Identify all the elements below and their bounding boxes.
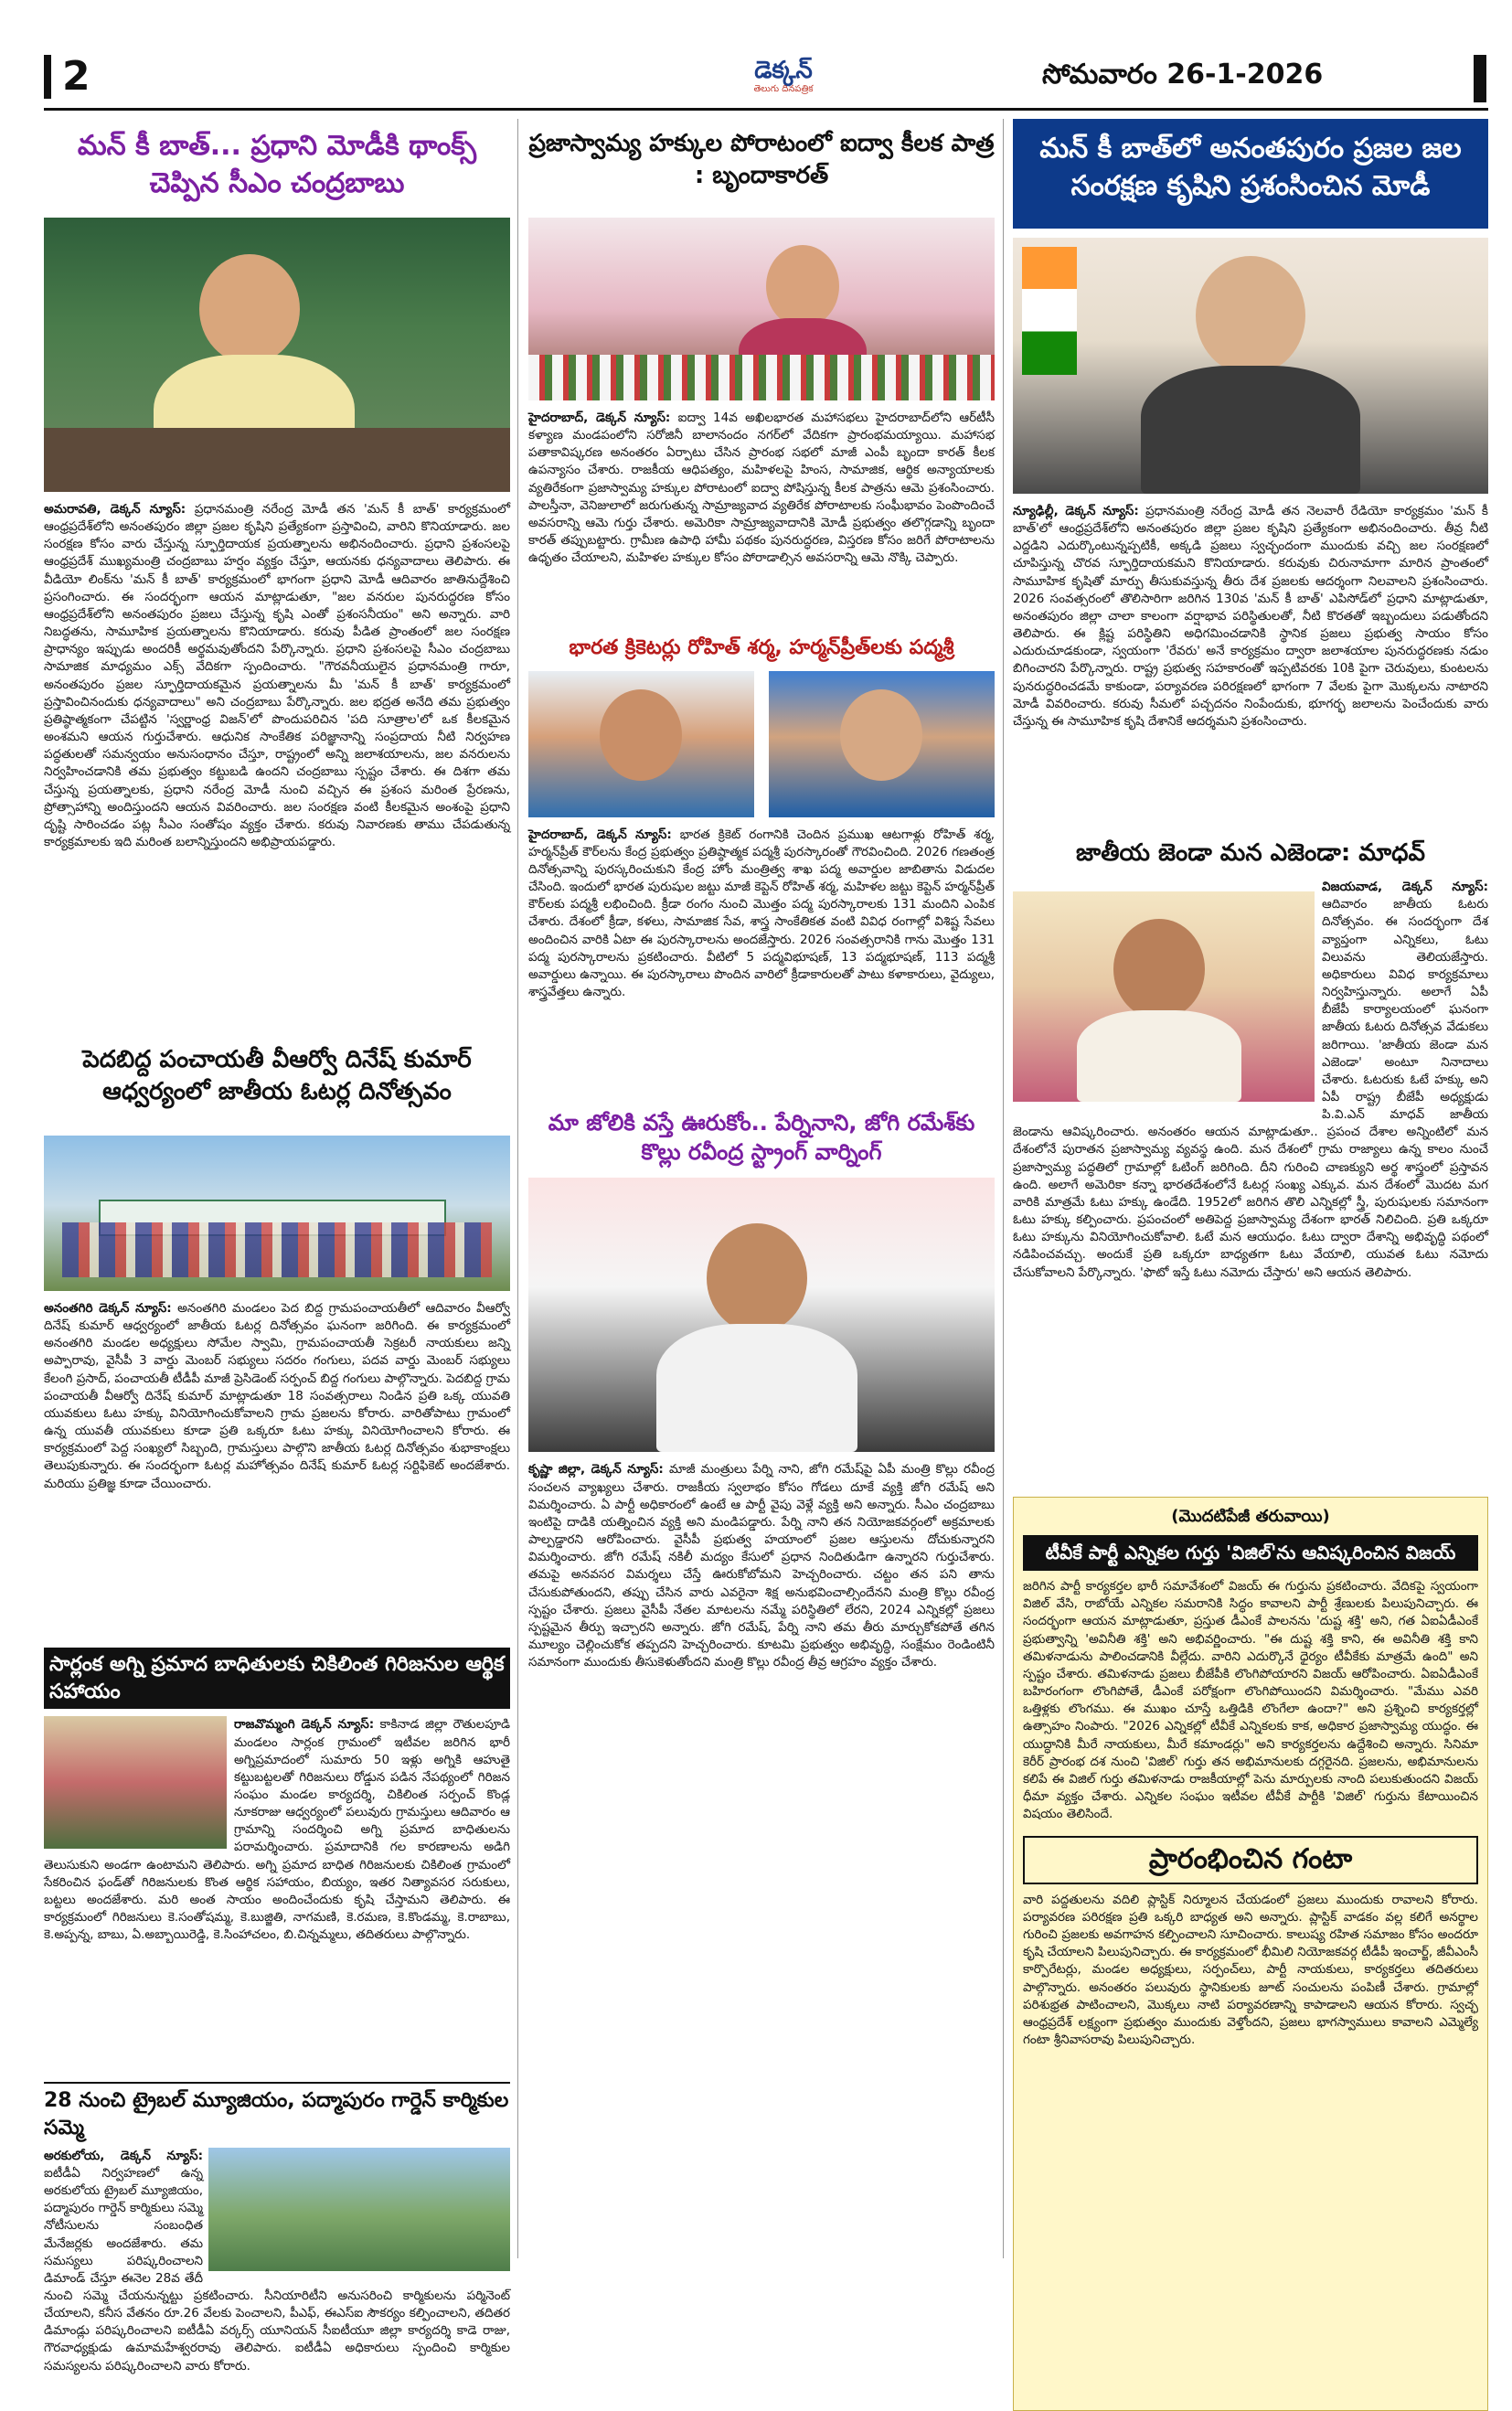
article-cbn-text: ప్రధానమంత్రి నరేంద్ర మోడీ తన 'మన్ కీ బాత్' కార్యక్రమంలో ఆంధ్రప్రదేశ్‌లోని అనంతపురం జిల్లా ప్రజల కృషిని ప్రత్యేకంగా ప్రస్తావించి, వారిని కొనియాడారు. జల సంరక్షణ కోసం వారు చేస్తున్న స్ఫూర్తిదాయక ప్రయత్నాలను అభినందించారు. ప్రధాని ప్రశంసలపై ఆంధ్రప్రదేశ్ ముఖ్యమంత్రి చంద్రబాబు హర్షం వ్యక్తం చేస్తూ, ఆయనకు ధన్యవాదాలు తెలిపారు. ఈ వీడియో లింక్‌ను 'మన్ కీ బాత్' కార్యక్రమంలో భాగంగా ప్రధాని మోడీ ఆదివారం జాతినుద్దేశించి ప్రసంగించారు. ఈ సందర్భంగా ఆయన మాట్లాడుతూ, "జల వనరుల పునరుద్ధరణ కోసం ఆంధ్రప్రదేశ్‌లోని అనంతపురం ప్రజలు చేస్తున్న కృషి ఎంతో ప్రశంసనీయం" అని అన్నారు. వారి నిబద్ధతను, సామూహిక ప్రయత్నాలను కొనియాడారు. కరువు పీడిత ప్రాంతంలో జల సంరక్షణ ప్రాధాన్యం ఇప్పుడు అందరికీ అర్థమవుతోందని పేర్కొన్నారు. ప్రధాని ప్రశంసలపై సీఎం చంద్రబాబు సామాజిక మాధ్యమం ఎక్స్ వేదికగా స్పందించారు. "గౌరవనీయులైన ప్రధానమంత్రి గారూ, అనంతపురం ప్రజల స్ఫూర్తిదాయకమైన ప్రయత్నాలను మీ 'మన్ కీ బాత్' కార్యక్రమంలో ప్రస్తావించినందుకు ధన్యవాదాలు" అని చంద్రబాబు పేర్కొన్నారు. జల భద్రత అనేది తమ ప్రభుత్వం ప్రతిష్ఠాత్మకంగా చేపట్టిన 'స్వర్ణాంధ్ర విజన్'లో పొందుపరిచిన 'పది సూత్రాల'లో ఒక కీలకమైన అంశమని ఆయన గుర్తుచేశారు. ఆధునిక సాంకేతిక పరిజ్ఞానాన్ని సంప్రదాయ నీటి నిర్వహణ పద్ధతులతో సమన్వయం అనుసంధానం చేస్తూ, రాష్ట్రంలో అన్ని జలాశయాలను, జల వనరులను నిర్వహించడానికి తమ ప్రభుత్వం కట్టుబడి ఉందని చంద్రబాబు స్పష్టం చేశారు. ఈ దిశగా తమ చేస్తున్న ప్రయత్నాలకు, ప్రధాని నరేంద్ర మోడీ నుంచి వచ్చిన ఈ ప్రశంస మరింత ప్రేరణను, ప్రోత్సాహాన్ని అందిస్తుందని ఆయన వివరించారు. జల సంరక్షణ వంటి కీలకమైన అంశంపై ప్రధాని దృష్టి సారించడం పట్ల సీఎం సంతోషం వ్యక్తం చేశారు. కరువు నివారణకు తాము చేపడుతున్న కార్యక్రమాలకు ఇది మరింత బలాన్నిస్తుందని అభిప్రాయపడ్డారు.	[44, 502, 510, 849]
article-fire-block	[44, 1716, 510, 2075]
column-middle	[528, 119, 995, 2277]
photo-people	[62, 1222, 492, 1277]
photo-rohit-sharma	[528, 671, 754, 817]
article-brinda-headline: ప్రజాస్వామ్య హక్కుల పోరాటంలో ఐద్వా కీలక పాత్ర : బృందాకారత్	[528, 130, 995, 190]
article-padma-text: భారత క్రికెట్ రంగానికి చెందిన ప్రముఖ ఆటగాళ్లు రోహిత్ శర్మ, హర్మన్‌ప్రీత్ కౌర్‌లను కేంద్ర ప్రభుత్వం ప్రతిష్ఠాత్మక పద్మశ్రీ పురస్కారంతో గౌరవించింది. 2026 గణతంత్ర దినోత్సవాన్ని పురస్కరించుకుని కేంద్ర హోం మంత్రిత్వ శాఖ పద్మ అవార్డుల జాబితాను విడుదల చేసింది. ఇందులో భారత పురుషుల జట్టు మాజీ కెప్టెన్ రోహిత్ శర్మ, మహిళల జట్టు కెప్టెన్ హర్మన్‌ప్రీత్ కౌర్‌లకు పద్మశ్రీ లభించింది. క్రీడా రంగం నుంచి మొత్తం పద్మ పురస్కారాలకు 131 మందిని ఎంపిక చేశారు. దేశంలో క్రీడా, కళలు, సామాజిక సేవ, శాస్త్ర సాంకేతికత వంటి వివిధ రంగాల్లో విశిష్ట సేవలు అందించిన వారికి ఏటా ఈ పురస్కారాలను అందజేస్తారు. 2026 సంవత్సరానికి గాను మొత్తం 131 పద్మ పురస్కారాలను ప్రకటించారు. వీటిలో 5 పద్మవిభూషణ్, 13 పద్మభూషణ్, 113 పద్మశ్రీ అవార్డులు ఉన్నాయి. ఈ పురస్కారాలు పొందిన వారిలో క్రీడాకారులతో పాటు కళాకారులు, వైద్యులు, శాస్త్రవేత్తలు ఉన్నారు.	[528, 827, 995, 1000]
article-tribal-body	[44, 2148, 510, 2375]
article-fire-headline: సార్లంక అగ్ని ప్రమాద బాధితులకు చికిలింత గిరిజనుల ఆర్థిక సహాయం	[44, 1648, 510, 1709]
issue-date: సోమవారం 26-1-2026	[1042, 59, 1324, 91]
photo-desk	[44, 428, 510, 492]
photo-kollu-ravindra	[528, 1178, 995, 1452]
photo-chief-minister	[44, 218, 510, 492]
column-right	[1013, 119, 1488, 2277]
article-madhav-text: ఆదివారం జాతీయ ఓటరు దినోత్సవం. ఈ సందర్భంగా దేశ వ్యాప్తంగా ఎన్నికలు, ఓటు విలువను తెలియజేస్తారు. అధికారులు వివిధ కార్యక్రమాలు నిర్వహిస్తున్నారు. అలాగే ఏపీ బీజేపీ కార్యాలయంలో ఘనంగా జాతీయ ఓటరు దినోత్సవ వేడుకలు జరిగాయి. 'జాతీయ జెండా మన ఎజెండా' అంటూ నినాదాలు చేశారు. ఓటరుకు ఓటే హక్కు అని ఏపీ రాష్ట్ర బీజేపీ అధ్యక్షుడు పి.వి.ఎన్ మాధవ్ జాతీయ జెండాను ఆవిష్కరించారు. అనంతరం ఆయన మాట్లాడుతూ.. ప్రపంచ దేశాల అన్నింటిలో మన దేశంలోనే పురాతన ప్రజాస్వామ్య వ్యవస్థ ఉంది. మన దేశంలో గ్రామ రాజ్యాలు ఉన్న కాలం నుంచే ప్రజాస్వామ్య పద్ధతిలో గ్రామాల్లో ఓటింగ్ జరిగింది. దీని గురించి చాణక్యుని అర్థ శాస్త్రంలో ప్రస్తావన ఉంది. అలాగే అమెరికా కన్నా భారతదేశంలోనే ఓటర్ల సంఖ్య ఎక్కువ. మన దేశంలో మొదట మగ వారికి మాత్రమే ఓటు హక్కు ఉండేది. 1952లో జరిగిన తొలి ఎన్నికల్లో స్త్రీ, పురుషులకు సమానంగా ఓటు హక్కు కల్పించారు. ప్రపంచంలో అతిపెద్ద ప్రజాస్వామ్య దేశంగా భారత్ నిలిచింది. ప్రతి ఒక్కరూ ఓటు హక్కును వినియోగించుకోవాలి. ఓటే మన ఆయుధం. ఓటు ద్వారా దేశాన్ని అభివృద్ధి పథంలో నడిపించవచ్చు. అందుకే ప్రతి ఒక్కరూ బాధ్యతగా ఓటు వేయాలి, యువత ఓటు నమోదు చేసుకోవాలని పేర్కొన్నారు. 'ఫొటో ఇస్తే ఓటు నమోదు చేస్తారు' అని ఆయన తెలిపారు.	[1013, 897, 1488, 1280]
continued-label: (మొదటిపేజీ తరువాయి)	[1171, 1507, 1330, 1527]
continued-section	[1013, 1497, 1488, 2411]
article-madhav-body	[1013, 879, 1488, 1282]
article-modi-dateline: న్యూఢిల్లీ, డెక్కన్ న్యూస్:	[1013, 504, 1139, 518]
article-tribal-headline: 28 నుంచి ట్రైబల్ మ్యూజియం, పద్మాపురం గార్డెన్ కార్మికుల సమ్మె	[44, 2082, 510, 2141]
article-ganta-headline: ప్రారంభించిన గంటా	[1023, 1836, 1478, 1884]
article-perni-dateline: కృష్ణా జిల్లా, డెక్కన్ న్యూస్:	[528, 1462, 664, 1478]
article-perni-text: మాజీ మంత్రులు పేర్ని నాని, జోగి రమేష్‌పై ఏపీ మంత్రి కొల్లు రవీంద్ర సంచలన వ్యాఖ్యలు చేశారు. రాజకీయ స్వలాభం కోసం గోడలు దూకే వ్యక్తి జోగి రమేష్ అని విమర్శించారు. ఏ పార్టీ అధికారంలో ఉంటే ఆ పార్టీ వైపు వెళ్లే వ్యక్తి అని అన్నారు. సీఎం చంద్రబాబు ఇంటిపై దాడికి యత్నించిన వ్యక్తి అని మండిపడ్డారు. పేర్ని నాని తన నియోజకవర్గంలో అక్రమాలకు పాల్పడ్డారని ఆరోపించారు. వైసీపీ ప్రభుత్వ హయాంలో ప్రజల ఆస్తులను దోచుకున్నారని విమర్శించారు. జోగి రమేష్ నకిలీ మద్యం కేసులో ప్రధాన నిందితుడిగా ఉన్నారని గుర్తుచేశారు. తమపై అనవసర విమర్శలు చేస్తే ఊరుకోబోమని హెచ్చరించారు. చట్టం తన పని తాను చేసుకుపోతుందని, తప్పు చేసిన వారు ఎవరైనా శిక్ష అనుభవించాల్సిందేనని మంత్రి కొల్లు రవీంద్ర స్పష్టం చేశారు. ప్రజలు వైసీపీ నేతల మాటలను నమ్మే పరిస్థితిలో లేరని, 2024 ఎన్నికల్లో ప్రజలు స్పష్టమైన తీర్పు ఇచ్చారని అన్నారు. జోగి రమేష్, పేర్ని నాని తమ తీరు మార్చుకోకపోతే తగిన మూల్యం చెల్లించుకోక తప్పదని హెచ్చరించారు. కూటమి ప్రభుత్వం అభివృద్ధి, సంక్షేమం రెండింటినీ సమానంగా ముందుకు తీసుకెళుతోందని మంత్రి కొల్లు రవీంద్ర తీవ్ర ఆగ్రహం వ్యక్తం చేశారు.	[528, 1462, 995, 1670]
article-fire-dateline: రాజవొమ్మంగి డెక్కన్ న్యూస్:	[234, 1717, 375, 1733]
photo-minister-head	[707, 1223, 807, 1333]
article-vijay-headline: టీవీకే పార్టీ ఎన్నికల గుర్తు 'విజిల్'ను ఆవిష్కరించిన విజయ్	[1023, 1535, 1478, 1571]
photo-aidwa-conference	[528, 218, 995, 400]
article-tribal-dateline: అరకులోయ, డెక్కన్ న్యూస్:	[44, 2148, 203, 2163]
logo-subtitle: తెలుగు దినపత్రిక	[753, 84, 814, 94]
photo-pm-head	[1196, 256, 1305, 375]
article-perni-headline: మా జోలికి వస్తే ఊరుకోం.. పేర్నినాని, జోగి రమేశ్‌కు కొల్లు రవీంద్ర స్ట్రాంగ్ వార్నింగ్	[548, 1109, 975, 1166]
newspaper-logo	[715, 57, 852, 99]
article-tribal-text: ఐటీడీఏ నిర్వహణలో ఉన్న అరకులోయ ట్రైబల్ మ్యూజియం, పద్మాపురం గార్డెన్ కార్మికులు సమ్మె నోటీసులను సంబంధిత మేనేజర్లకు అందజేశారు. తమ సమస్యలు పరిష్కరించాలని డిమాండ్ చేస్తూ ఈనెల 28వ తేదీ నుంచి సమ్మె చేయనున్నట్టు ప్రకటించారు. సీనియారిటీని అనుసరించి కార్మికులను పర్మినెంట్ చేయాలని, కనీస వేతనం రూ.26 వేలకు పెంచాలని, పీఎఫ్, ఈఎస్ఐ సౌకర్యం కల్పించాలని, తదితర డిమాండ్లు పరిష్కరించాలని ఐటీడీఏ వర్కర్స్ యూనియన్ సీఐటీయూ జిల్లా కార్యదర్శి కాడె రాజు, గౌరవాధ్యక్షుడు ఉమామహేశ్వరరావు తెలిపారు. ఐటీడీఏ అధికారులు స్పందించి కార్మికుల సమస్యలను పరిష్కరించాలని వారు కోరారు.	[44, 2165, 510, 2374]
column-divider	[517, 119, 518, 2258]
photo-speaker-head	[766, 245, 839, 327]
article-madhav-headline: జాతీయ జెండా మన ఎజెండా: మాధవ్	[1076, 839, 1425, 867]
article-padma-dateline: హైదరాబాద్, డెక్కన్ న్యూస్:	[528, 827, 672, 842]
article-ganta-body: వారి పద్దతులను వదిలి ప్లాస్టిక్ నిర్మూలన చేయడంలో ప్రజలు ముందుకు రావాలని కోరారు. పర్యావరణ పరిరక్షణ ప్రతి ఒక్కరి బాధ్యత అని అన్నారు. ప్లాస్టిక్ వాడకం వల్ల కలిగే అనర్థాల గురించి ప్రజలకు అవగాహన కల్పించాలని సూచించారు. కాలుష్య రహిత సమాజం కోసం అందరూ కృషి చేయాలని పిలుపునిచ్చారు. ఈ కార్యక్రమంలో భీమిలి నియోజకవర్గ టీడీపీ ఇంచార్జ్, జీవీఎంసీ కార్పొరేటర్లు, మండల అధ్యక్షులు, సర్పంచ్‌లు, పార్టీ నాయకులు, కార్యకర్తలు తదితరులు పాల్గొన్నారు. అనంతరం పలువురు స్థానికులకు జూట్ సంచులను పంపిణీ చేశారు. గ్రామాల్లో పరిశుభ్రత పాటించాలని, మొక్కలు నాటి పర్యావరణాన్ని కాపాడాలని ఆయన కోరారు. స్వచ్ఛ ఆంధ్రప్రదేశ్ లక్ష్యంగా ప్రభుత్వం ముందుకు వెళ్తోందని, ప్రజలు భాగస్వాములు కావాలని ఎమ్మెల్యే గంటా శ్రీనివాసరావు పిలుపునిచ్చారు.	[1023, 1892, 1478, 2048]
article-brinda-body	[528, 410, 995, 629]
column-left	[44, 119, 510, 2374]
article-madhav-block	[1013, 879, 1488, 1482]
article-madhav-dateline: విజయవాడ, డెక్కన్ న్యూస్:	[1322, 880, 1488, 895]
article-voters-body	[44, 1300, 510, 1638]
article-modi-text: ప్రధానమంత్రి నరేంద్ర మోడీ తన నెలవారీ రేడియో కార్యక్రమం 'మన్ కీ బాత్'లో ఆంధ్రప్రదేశ్‌లోని అనంతపురం జిల్లా ప్రజల కృషిని ప్రత్యేకంగా అభినందించారు. తీవ్ర నీటి ఎద్దడిని ఎదుర్కొంటున్నప్పటికీ, అక్కడి ప్రజలు స్వచ్ఛందంగా ముందుకు వచ్చి జల సంరక్షణలో చూపిస్తున్న చొరవ స్ఫూర్తిదాయకమని కొనియాడారు. కరువుకు చిరునామాగా మారిన ప్రాంతంలో సామూహిక కృషితో మార్పు తీసుకువస్తున్న తీరు దేశ ప్రజలకు ఆదర్శంగా నిలవాలని ప్రశంసించారు. 2026 సంవత్సరంలో తొలిసారిగా జరిగిన 130వ 'మన్ కీ బాత్' ఎపిసోడ్‌లో ప్రధాని మాట్లాడుతూ, అనంతపురం జిల్లా చాలా కాలంగా వర్షాభావ పరిస్థితులతో, నీటి కొరతతో ఇబ్బందులు పడుతోందని తెలిపారు. ఈ క్లిష్ట పరిస్థితిని అధిగమించడానికి స్థానిక ప్రజలు ప్రభుత్వ సాయం కోసం ఎదురుచూడకుండా, స్వయంగా 'రేవరు' అనే కార్యక్రమం ద్వారా జలాశయాల పునరుద్ధరణకు నడుం బిగించారని పేర్కొన్నారు. రాష్ట్ర ప్రభుత్వ సహకారంతో ఇప్పటివరకు 10కి పైగా చెరువులు, కుంటలను పునరుద్ధరించడమే కాకుండా, పర్యావరణ పరిరక్షణలో భాగంగా 7 వేలకు పైగా మొక్కలను నాటారని మోడీ వివరించారు. కరువు సీమలో పచ్చదనం నింపేందుకు, భూగర్భ జలాలను పెంచేందుకు వారు చేస్తున్న ఈ సామూహిక కృషి దేశానికే ఆదర్శమని ప్రశంసించారు.	[1013, 504, 1488, 729]
article-voters-dateline: అనంతగిరి డెక్కన్ న్యూస్:	[44, 1301, 172, 1316]
article-modi-headline: మన్ కీ బాత్‌లో అనంతపురం ప్రజల జల సంరక్షణ కృషిని ప్రశంసించిన మోడీ	[1013, 119, 1488, 229]
article-fire-text: కాకినాడ జిల్లా రౌతులపూడి మండలం సార్లంక గ్రామంలో ఇటీవల జరిగిన భారీ అగ్నిప్రమాదంలో సుమారు 50 ఇళ్లు అగ్నికి ఆహుతై కట్టుబట్టలతో గిరిజనులు రోడ్డున పడిన నేపథ్యంలో గిరిజన సంఘం మండల కార్యదర్శి, చికిలింత సర్పంచ్ కొండ్ల నూకరాజు ఆధ్వర్యంలో పలువురు గ్రామస్తులు ఆదివారం ఆ గ్రామాన్ని సందర్శించి అగ్ని ప్రమాద బాధితులను పరామర్శించారు. ప్రమాదానికి గల కారణాలను అడిగి తెలుసుకుని అండగా ఉంటామని తెలిపారు. అగ్ని ప్రమాద బాధిత గిరిజనులకు చికిలింత గ్రామంలో సేకరించిన ఫండ్‌తో గిరిజనులకు కొంత ఆర్థిక సహాయం, బియ్యం, ఇతర నిత్యావసర సరుకులు, బట్టలు అందజేశారు. మరి అంత సాయం అందించేందుకు కృషి చేస్తామని తెలిపారు. ఈ కార్యక్రమంలో గిరిజనులు కె.సంతోషమ్మ, కె.బుజ్జితి, నాగమణి, కె.రమణ, కె.కొండమ్మ, కె.రాబాబు, కె.అప్పన్న, బాబు, ఏ.అబ్బాయిరెడ్డి, కె.సింహాచలం, బి.చిన్నమ్మలు, తదితరులు పాల్గొన్నారు.	[44, 1717, 510, 1943]
photo-subject-head	[199, 254, 300, 364]
photo-harmanpreet-head	[840, 689, 922, 781]
article-cbn-body	[44, 501, 510, 1031]
article-brinda-dateline: హైదరాబాద్, డెక్కన్ న్యూస్:	[528, 411, 671, 425]
page-edge-tab	[1474, 55, 1486, 102]
photo-harmanpreet-kaur	[769, 671, 995, 817]
article-brinda-text: ఐద్వా 14వ అఖిలభారత మహాసభలు హైదరాబాద్‌లోని ఆర్‌టీసీ కళ్యాణ మండపంలోని సరోజినీ బాలానందం నగర్‌లో వేదికగా ప్రారంభమయ్యాయి. మహాసభ పతాకావిష్కరణ అనంతరం ఏర్పాటు చేసిన ప్రారంభ సభలో మాజీ ఎంపీ బృందా కారత్ కీలక ఉపన్యాసం చేశారు. రాజకీయ ఆధిపత్యం, మహిళలపై హింస, సామాజిక, ఆర్థిక అన్యాయాలకు వ్యతిరేకంగా ప్రజాస్వామ్య హక్కుల పోరాటంలో ఐద్వా పోషిస్తున్న కీలక పాత్రను ఆమె ప్రశంసించారు. పాలస్తీనా, వెనిజులాలో జరుగుతున్న సామ్రాజ్యవాద వ్యతిరేక పోరాటాలకు సంఘీభావం పెంపొందించే అవసరాన్ని ఆమె గుర్తు చేశారు. అమెరికా సామ్రాజ్యవాదానికి మోడీ ప్రభుత్వం తలొగ్గడాన్ని బృందా కారత్ తప్పుబట్టారు. గ్రామీణ ఉపాధి హామీ పథకం పునరుద్ధరణ, విస్తరణ కోసం జరిగే పోరాటాలను ఉధృతం చేయాలని, మహిళల హక్కుల కోసం పోరాడాల్సిన అవసరాన్ని ఆమె నొక్కి చెప్పారు.	[528, 411, 995, 566]
article-vijay-body: జరిగిన పార్టీ కార్యకర్తల భారీ సమావేశంలో విజయ్ ఈ గుర్తును ప్రకటించారు. వేదికపై స్వయంగా విజిల్ వేసి, రాబోయే ఎన్నికల సమరానికి సిద్ధం కావాలని పార్టీ శ్రేణులకు పిలుపునిచ్చారు. ఈ సందర్భంగా ఆయన మాట్లాడుతూ, ప్రస్తుత డీఎంకే పాలనను 'దుష్ట శక్తి' అని, గత ఏఐఏడీఎంకే ప్రభుత్వాన్ని 'అవినీతి శక్తి' అని అభివర్ణించారు. "ఈ దుష్ట శక్తి కాని, ఈ అవినీతి శక్తి కాని తమిళనాడును పాలించడానికి వీల్లేదు. వారిని ఎదుర్కొనే ధైర్యం టీవీకేకు మాత్రమే ఉంది" అని స్పష్టం చేశారు. తమిళనాడు ప్రజలు బీజేపీకి లొంగిపోయారని విజయ్ ఆరోపించారు. ఏఐఏడీఎంకే బహిరంగంగా లొంగిపోతే, డీఎంకే పరోక్షంగా లొంగిపోయిందని విమర్శించారు. "మేము ఎవరి ఒత్తిళ్లకు లొంగము. ఈ ముఖం చూస్తే ఒత్తిడికి లొంగేలా ఉందా?" అని ప్రశ్నించి కార్యకర్తల్లో ఉత్సాహం నింపారు. "2026 ఎన్నికల్లో టీవీకే ఎన్నికలకు కాక, అధికార ప్రజాస్వామ్య యుద్ధం. ఈ యుద్ధానికి మీరే నాయకులు, మీరే కమాండర్లు" అని కార్యకర్తలను ఉద్దేశించి అన్నారు. సినిమా కెరీర్ ప్రారంభ దశ నుంచి 'విజిల్' గుర్తు తన అభిమానులకు దగ్గరైనది. ప్రజలను, అభిమానులను కలిపే ఈ విజిల్ గుర్తు తమిళనాడు రాజకీయాల్లో పెను మార్పులకు నాంది పలుకుతుందని విజయ్ ధీమా వ్యక్తం చేశారు. ఎన్నికల సంఘం ఇటీవల టీవీకే పార్టీకి 'విజిల్' గుర్తును కేటాయించిన విషయం తెలిసిందే.	[1023, 1579, 1478, 1822]
photo-voters-day-group	[44, 1136, 510, 1291]
article-voters-text: అనంతగిరి మండలం పెద బిద్ద గ్రామపంచాయతీలో ఆదివారం వీఆర్వో దినేష్ కుమార్ ఆధ్వర్యంలో జాతీయ ఓటర్ల దినోత్సవం ఘనంగా జరిగింది. ఈ కార్యక్రమంలో అనంతగిరి మండల అధ్యక్షులు సోమేల స్వామి, గ్రామపంచాయతీ సెక్రటరీ నాయకులు జన్ని అప్పారావు, వైసీపీ 3 వార్డు మెంబర్ సభ్యులు సదరం గంగులు, పదవ వార్డు మెంబర్ సభ్యులు కేలంగి ప్రసాద్, పంచాయతీ టీడీపీ మాజీ ప్రెసిడెంట్ సర్పంచ్ బిద్ద గంగులు పాల్గొన్నారు. పెదబిద్ద గ్రామ పంచాయతీ వీఆర్వో దినేష్ కుమార్ మాట్లాడుతూ 18 సంవత్సరాలు నిండిన ప్రతి ఒక్క యువతి యువకులు ఓటు హక్కు వినియోగించుకోవాలని గ్రామ ప్రజలను కోరారు. వారితోపాటు గ్రామంలో ఉన్న యువతీ యువకులు కూడా ప్రతి ఒక్కరూ ఓటు హక్కు వినియోగించాలని కోరారు. ఈ కార్యక్రమంలో పెద్ద సంఖ్యలో సిబ్బంది, గ్రామస్తులు పాల్గొని జాతీయ ఓటర్ల దినోత్సవం శుభాకాంక్షలు తెలుపుకున్నారు. ఈ సందర్భంగా ఓటర్ల మహోత్సవం దినేష్ కుమార్ ఓటర్ల సర్టిఫికెట్ అందజేశారు. మరియు ప్రతిజ్ఞ కూడా చేయించారు.	[44, 1301, 510, 1491]
article-cbn-headline: మన్ కీ బాత్... ప్రధాని మోడీకి థాంక్స్ చెప్పిన సీఎం చంద్రబాబు	[77, 130, 477, 199]
article-cbn-dateline: అమరావతి, డెక్కన్ న్యూస్:	[44, 502, 186, 517]
photo-flowers	[528, 355, 995, 400]
photo-pm-torso	[1141, 366, 1360, 494]
article-tribal-block	[44, 2148, 510, 2395]
logo-text: డెక్కన్	[754, 57, 813, 84]
photo-prime-minister	[1013, 238, 1488, 494]
page-number: 2	[44, 55, 108, 99]
article-modi-body	[1013, 503, 1488, 832]
article-perni-body	[528, 1461, 995, 1936]
photo-flag	[1022, 247, 1077, 375]
article-padma-body	[528, 827, 995, 1101]
photo-minister-torso	[656, 1324, 857, 1452]
photo-rohit-head	[600, 689, 682, 781]
header-rule	[44, 108, 1488, 111]
padma-photos	[528, 671, 995, 817]
masthead	[0, 0, 1512, 110]
article-padma-headline: భారత క్రికెటర్లు రోహిత్ శర్మ, హర్మన్‌ప్రీత్‌లకు పద్మశ్రీ	[569, 636, 954, 659]
column-divider	[1003, 119, 1004, 2258]
article-voters-headline: పెదబిద్ద పంచాయతీ వీఆర్వో దినేష్ కుమార్ ఆధ్వర్యంలో జాతీయ ఓటర్ల దినోత్సవం	[82, 1046, 472, 1106]
article-fire-body	[44, 1716, 510, 1944]
